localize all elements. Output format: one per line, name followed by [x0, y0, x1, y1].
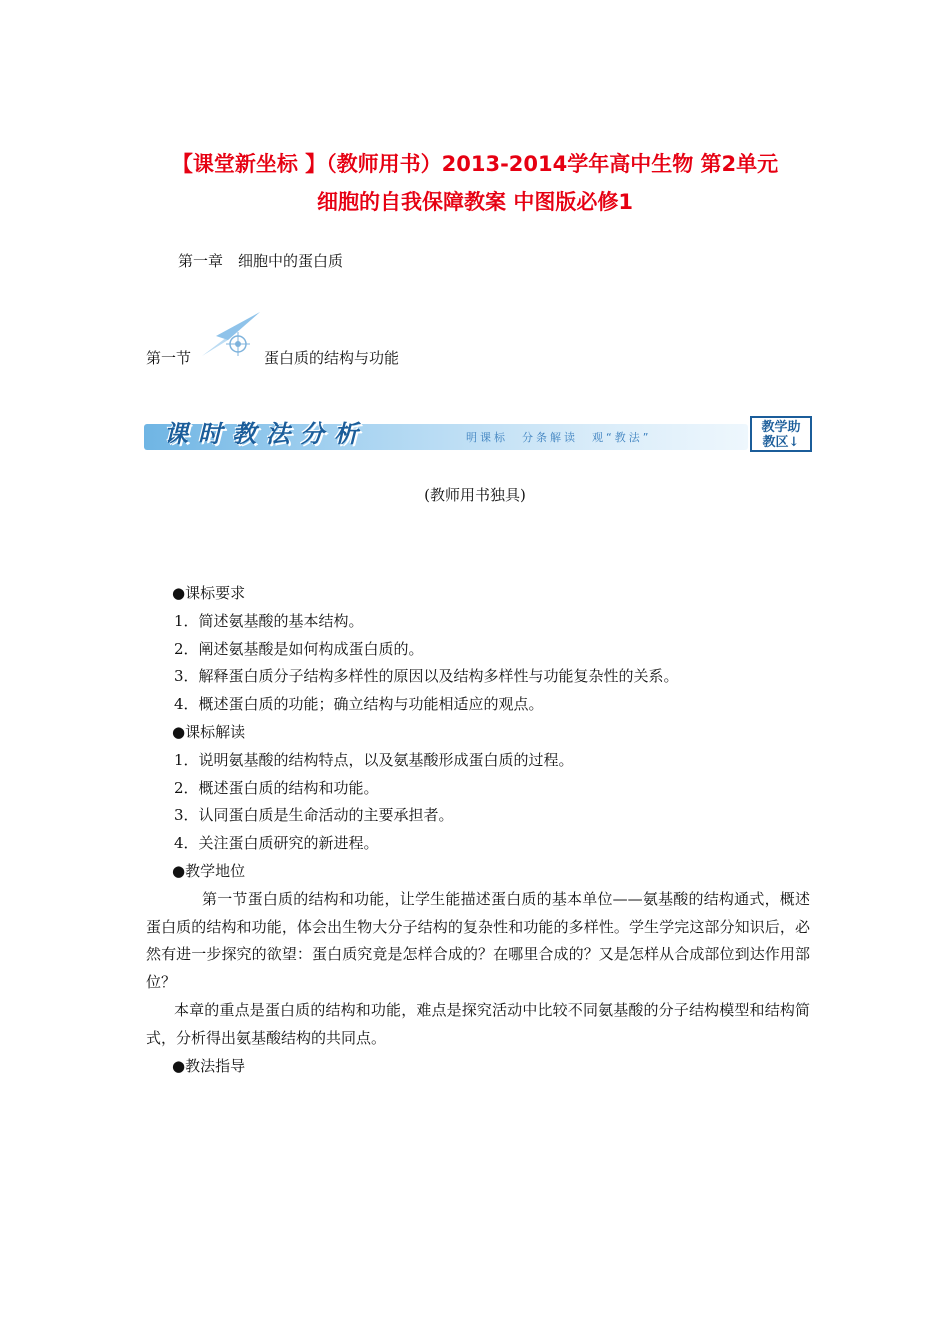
list-item: 2．概述蛋白质的结构和功能。	[174, 778, 379, 797]
banner-title: 课时教法分析	[164, 420, 368, 448]
teaching-aid-badge	[750, 416, 812, 452]
paper-plane-icon	[198, 310, 264, 360]
document-title-line-2: 细胞的自我保障教案 中图版必修1	[317, 190, 633, 214]
list-item: 3．认同蛋白质是生命活动的主要承担者。	[174, 806, 454, 825]
list-item: 1．说明氨基酸的结构特点，以及氨基酸形成蛋白质的过程。	[174, 750, 574, 769]
section-label: 第一节	[146, 349, 192, 367]
list-item: 4．关注蛋白质研究的新进程。	[174, 834, 379, 853]
badge-line-2: 教区↓	[762, 435, 800, 450]
list-item: 1．简述氨基酸的基本结构。	[174, 611, 364, 630]
section-title: 蛋白质的结构与功能	[264, 349, 400, 367]
teacher-exclusive-note: (教师用书独具)	[424, 486, 526, 504]
teaching-guidance-heading: ●教法指导	[172, 1056, 246, 1075]
teaching-position-heading: ●教学地位	[172, 861, 246, 880]
lesson-analysis-banner	[144, 410, 816, 456]
body-content	[146, 580, 810, 1080]
teaching-position-paragraph-2: 本章的重点是蛋白质的结构和功能，难点是探究活动中比较不同氨基酸的分子结构模型和结构简式，分析得出氨基酸结构的共同点。	[146, 1000, 810, 1047]
chapter-heading: 第一章 细胞中的蛋白质	[178, 252, 344, 270]
badge-line-1: 教学助	[761, 420, 801, 435]
document-title-line-1: 【课堂新坐标 】（教师用书）2013-2014学年高中生物 第2单元	[171, 152, 779, 176]
list-item: 2．阐述氨基酸是如何构成蛋白质的。	[174, 639, 424, 658]
list-item: 3．解释蛋白质分子结构多样性的原因以及结构多样性与功能复杂性的关系。	[174, 667, 679, 686]
banner-subtitle: 明课标 分条解读 观“教法”	[466, 431, 652, 444]
teaching-position-paragraph-1: 第一节蛋白质的结构和功能，让学生能描述蛋白质的基本单位——氨基酸的结构通式，概述蛋白质的结构和功能，体会出生物大分子结构的复杂性和功能的多样性。学生学完这部分知识后，必然有进一步探究的欲望：蛋白质究竟是怎样合成的？在哪里合成的？又是怎样从合成部位到达作用部位？	[146, 889, 810, 992]
list-item: 4．概述蛋白质的功能；确立结构与功能相适应的观点。	[174, 695, 544, 714]
requirements-heading: ●课标要求	[172, 584, 246, 602]
interpretation-heading: ●课标解读	[172, 722, 246, 741]
